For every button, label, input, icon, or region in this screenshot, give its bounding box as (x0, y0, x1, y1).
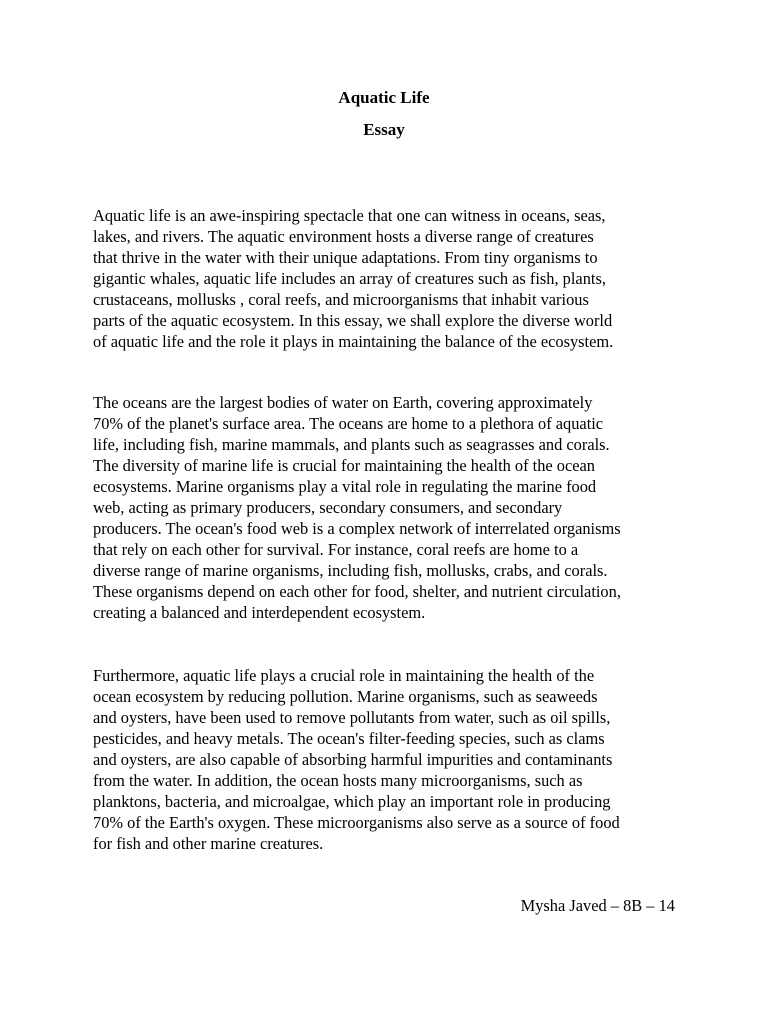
paragraph-line: that rely on each other for survival. For instance, coral reefs are home to a (93, 540, 579, 559)
paragraph-line: ecosystems. Marine organisms play a vital role in regulating the marine food (93, 477, 597, 496)
paragraph-introduction (93, 205, 679, 352)
paragraph-line: diverse range of marine organisms, including fish, mollusks, crabs, and corals. (93, 561, 608, 580)
paragraph-line: and oysters, have been used to remove pollutants from water, such as oil spills, (93, 708, 611, 727)
paragraph-line: that thrive in the water with their unique adaptations. From tiny organisms to (93, 248, 598, 267)
paragraph-line: from the water. In addition, the ocean hosts many microorganisms, such as (93, 771, 583, 790)
paragraph-line: of aquatic life and the role it plays in maintaining the balance of the ecosystem. (93, 332, 614, 351)
paragraph-line: for fish and other marine creatures. (93, 834, 324, 853)
paragraph-line: Furthermore, aquatic life plays a crucial role in maintaining the health of the (93, 666, 595, 685)
paragraph-line: 70% of the Earth's oxygen. These microorganisms also serve as a source of food (93, 813, 620, 832)
paragraph-line: These organisms depend on each other for food, shelter, and nutrient circulation, (93, 582, 621, 601)
paragraph-line: producers. The ocean's food web is a complex network of interrelated organisms (93, 519, 621, 538)
paragraph-line: web, acting as primary producers, secondary consumers, and secondary (93, 498, 563, 517)
paragraph-oceans (93, 392, 679, 623)
author-signature: Mysha Javed – 8B – 14 (520, 896, 675, 915)
paragraph-line: parts of the aquatic ecosystem. In this essay, we shall explore the diverse world (93, 311, 613, 330)
paragraph-line: gigantic whales, aquatic life includes an array of creatures such as fish, plants, (93, 269, 606, 288)
paragraph-line: creating a balanced and interdependent ecosystem. (93, 603, 426, 622)
document-subtitle: Essay (363, 120, 405, 139)
paragraph-pollution (93, 665, 679, 854)
paragraph-line: crustaceans, mollusks , coral reefs, and microorganisms that inhabit various (93, 290, 589, 309)
paragraph-line: life, including fish, marine mammals, and plants such as seagrasses and corals. (93, 435, 610, 454)
paragraph-line: lakes, and rivers. The aquatic environment hosts a diverse range of creatures (93, 227, 594, 246)
paragraph-line: The diversity of marine life is crucial for maintaining the health of the ocean (93, 456, 596, 475)
paragraph-line: and oysters, are also capable of absorbing harmful impurities and contaminants (93, 750, 613, 769)
paragraph-line: ocean ecosystem by reducing pollution. Marine organisms, such as seaweeds (93, 687, 598, 706)
paragraph-line: planktons, bacteria, and microalgae, which play an important role in producing (93, 792, 611, 811)
paragraph-line: pesticides, and heavy metals. The ocean's filter-feeding species, such as clams (93, 729, 605, 748)
paragraph-line: Aquatic life is an awe-inspiring spectacle that one can witness in oceans, seas, (93, 206, 606, 225)
document-title: Aquatic Life (338, 88, 430, 107)
paragraph-line: The oceans are the largest bodies of water on Earth, covering approximately (93, 393, 593, 412)
paragraph-line: 70% of the planet's surface area. The oceans are home to a plethora of aquatic (93, 414, 604, 433)
